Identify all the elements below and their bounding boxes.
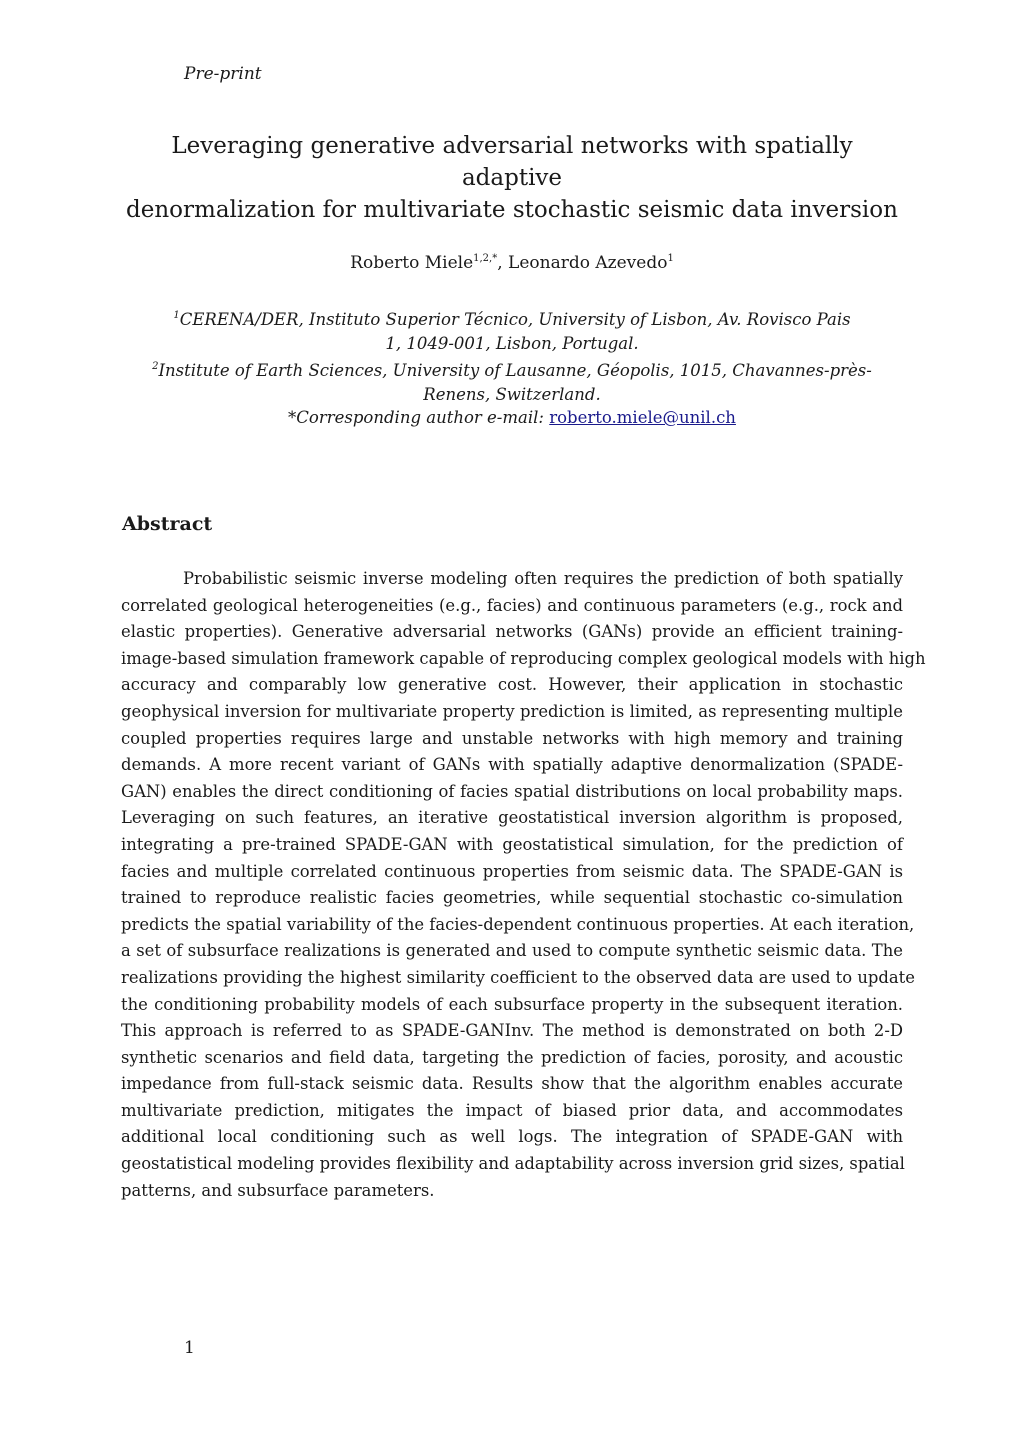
- affiliation-1-cont: 1, 1049-001, Lisbon, Portugal.: [385, 333, 639, 353]
- abstract-line: patterns, and subsurface parameters.: [121, 1180, 435, 1200]
- abstract-line: realizations providing the highest similarity coefficient to the observed data are used to update: [121, 967, 915, 987]
- abstract-line: facies and multiple correlated continuous properties from seismic data. The SPADE-GAN is: [121, 861, 903, 881]
- abstract-body: [121, 566, 926, 1204]
- abstract-line: elastic properties). Generative adversarial networks (GANs) provide an efficient training-: [121, 622, 903, 642]
- author-affiliation-marker: 1: [667, 253, 674, 264]
- affiliation-1: [120, 304, 904, 332]
- abstract-line: predicts the spatial variability of the facies-dependent continuous properties. At each iteration,: [121, 914, 915, 934]
- affiliation-2: [120, 355, 904, 383]
- abstract-line: image-based simulation framework capable of reproducing complex geological models with high: [121, 648, 926, 668]
- abstract-line: This approach is referred to as SPADE-GANInv. The method is demonstrated on both 2-D: [121, 1021, 903, 1041]
- abstract-line: impedance from full-stack seismic data. Results show that the algorithm enables accurate: [121, 1074, 903, 1094]
- abstract-line: a set of subsurface realizations is generated and used to compute synthetic seismic data. The: [121, 941, 903, 961]
- author-list: [120, 253, 904, 273]
- abstract-line: additional local conditioning such as well logs. The integration of SPADE-GAN with: [121, 1127, 903, 1147]
- author-separator: ,: [497, 253, 509, 273]
- abstract-line: GAN) enables the direct conditioning of facies spatial distributions on local probability maps.: [121, 781, 903, 801]
- abstract-line: coupled properties requires large and unstable networks with high memory and training: [121, 728, 903, 748]
- abstract-line: geostatistical modeling provides flexibility and adaptability across inversion grid sizes, spatial: [121, 1154, 905, 1174]
- affiliations: [120, 304, 904, 430]
- abstract-line: the conditioning probability models of each subsurface property in the subsequent iteration.: [121, 994, 903, 1014]
- abstract-line: geophysical inversion for multivariate property prediction is limited, as representing multiple: [121, 701, 903, 721]
- abstract-line: Probabilistic seismic inverse modeling often requires the prediction of both spatially: [183, 569, 903, 588]
- abstract-line: correlated geological heterogeneities (e.g., facies) and continuous parameters (e.g., rock and: [121, 595, 903, 615]
- title-line: Leveraging generative adversarial networks with spatially adaptive: [171, 133, 853, 191]
- abstract-line: integrating a pre-trained SPADE-GAN with geostatistical simulation, for the prediction of: [121, 834, 903, 854]
- corresponding-author: [120, 406, 904, 430]
- affiliation-marker: 1: [173, 310, 180, 321]
- abstract-line: multivariate prediction, mitigates the impact of biased prior data, and accommodates: [121, 1100, 903, 1120]
- page-number: 1: [184, 1338, 195, 1358]
- corresponding-label: *Corresponding author e-mail:: [288, 408, 550, 427]
- author-affiliation-marker: 1,2,*: [473, 253, 498, 264]
- email-link[interactable]: roberto.miele@unil.ch: [549, 408, 736, 427]
- abstract-line: synthetic scenarios and field data, targeting the prediction of facies, porosity, and acoustic: [121, 1047, 903, 1067]
- author-name: Roberto Miele: [350, 253, 474, 273]
- preprint-label: Pre-print: [184, 64, 262, 84]
- abstract-line: Leveraging on such features, an iterative geostatistical inversion algorithm is proposed,: [121, 808, 903, 828]
- abstract-line: accuracy and comparably low generative cost. However, their application in stochastic: [121, 675, 903, 695]
- abstract-line: trained to reproduce realistic facies geometries, while sequential stochastic co-simulation: [121, 888, 903, 908]
- affiliation-text: Institute of Earth Sciences, University of Lausanne, Géopolis, 1015, Chavannes-près-: [158, 361, 872, 380]
- affiliation-2-cont: Renens, Switzerland.: [423, 384, 601, 404]
- affiliation-marker: 2: [152, 361, 159, 372]
- affiliation-text: CERENA/DER, Instituto Superior Técnico, University of Lisbon, Av. Rovisco Pais: [179, 310, 851, 329]
- paper-title: [120, 130, 904, 226]
- title-line: denormalization for multivariate stochastic seismic data inversion: [126, 197, 898, 223]
- abstract-line: demands. A more recent variant of GANs with spatially adaptive denormalization (SPADE-: [121, 755, 903, 775]
- author-name: Leonardo Azevedo: [508, 253, 668, 273]
- abstract-heading: Abstract: [122, 513, 213, 535]
